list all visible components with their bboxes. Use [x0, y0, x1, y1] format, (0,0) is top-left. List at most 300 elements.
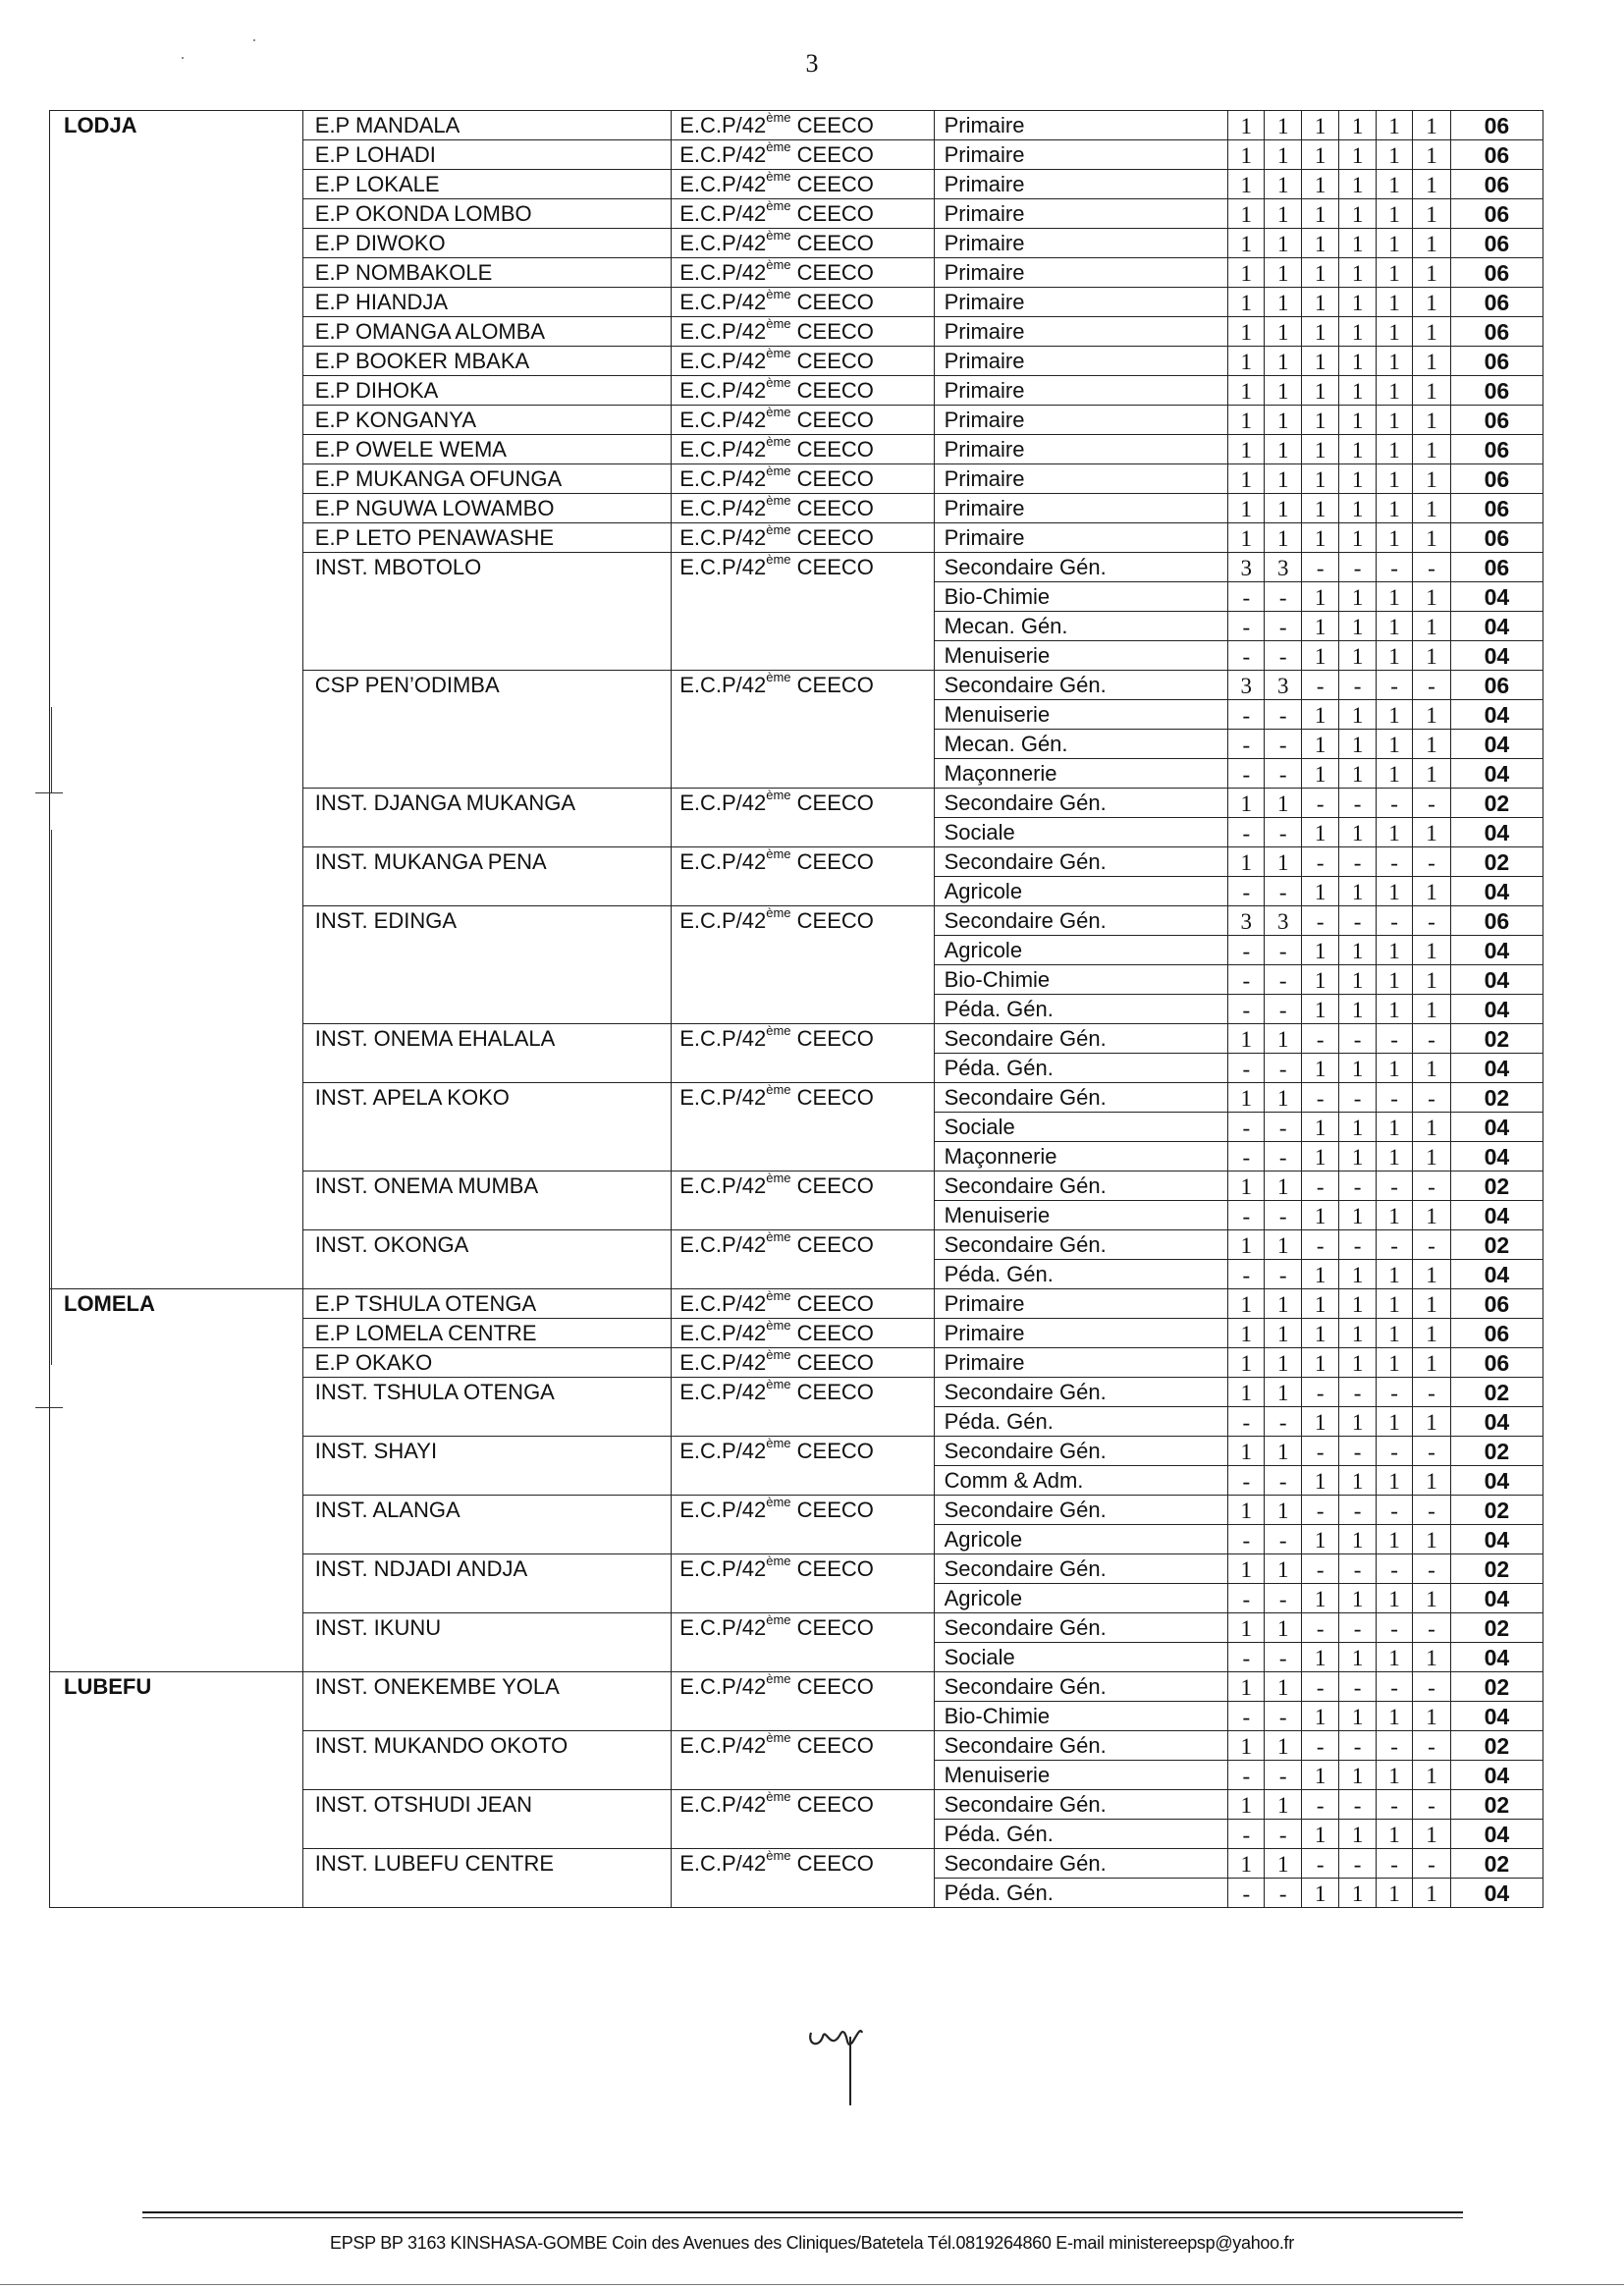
- option-name: Primaire: [934, 199, 1227, 229]
- class-count: 1: [1301, 818, 1339, 847]
- code-tail: CEECO: [790, 1085, 874, 1110]
- code-superscript: ème: [766, 1789, 791, 1804]
- table-row: [50, 317, 1543, 347]
- row-total: 02: [1450, 1024, 1543, 1054]
- territory-cell: [50, 847, 303, 877]
- table-row: [50, 140, 1543, 170]
- row-total: 02: [1450, 1613, 1543, 1643]
- class-count: 1: [1413, 1054, 1451, 1083]
- class-count: -: [1413, 1672, 1451, 1702]
- class-count: 3: [1228, 671, 1265, 700]
- territory-cell: [50, 229, 303, 258]
- row-total: 06: [1450, 464, 1543, 494]
- class-count: 1: [1376, 1113, 1412, 1142]
- class-count: -: [1376, 1672, 1412, 1702]
- option-name: Secondaire Gén.: [934, 1849, 1227, 1879]
- class-count: 1: [1265, 258, 1301, 288]
- school-code: [672, 1731, 934, 1761]
- margin-line: [51, 707, 52, 793]
- school-code: [672, 111, 934, 140]
- code-tail: CEECO: [790, 1350, 874, 1375]
- territory-cell: [50, 877, 303, 906]
- class-count: 1: [1339, 818, 1376, 847]
- school-code: [672, 1289, 934, 1319]
- class-count: 1: [1339, 936, 1376, 965]
- school-name: INST. EDINGA: [302, 906, 671, 936]
- margin-tick: [35, 792, 63, 793]
- code-base: E.C.P/42: [679, 466, 767, 491]
- option-name: Secondaire Gén.: [934, 1672, 1227, 1702]
- territory-cell: [50, 1849, 303, 1879]
- code-cell: [672, 1142, 934, 1172]
- class-count: -: [1301, 1790, 1339, 1820]
- class-count: -: [1413, 906, 1451, 936]
- class-count: -: [1228, 700, 1265, 730]
- class-count: 1: [1413, 1584, 1451, 1613]
- class-count: -: [1301, 906, 1339, 936]
- class-count: 1: [1413, 111, 1451, 140]
- option-name: Primaire: [934, 111, 1227, 140]
- class-count: 1: [1339, 700, 1376, 730]
- class-count: 1: [1413, 258, 1451, 288]
- code-superscript: ème: [766, 522, 791, 537]
- class-count: 1: [1265, 317, 1301, 347]
- territory-name: LOMELA: [50, 1289, 303, 1319]
- class-count: 1: [1413, 1289, 1451, 1319]
- class-count: 1: [1413, 936, 1451, 965]
- territory-cell: [50, 1613, 303, 1643]
- class-count: -: [1301, 1613, 1339, 1643]
- school-name: E.P LOHADI: [302, 140, 671, 170]
- class-count: -: [1339, 1378, 1376, 1407]
- option-name: Secondaire Gén.: [934, 906, 1227, 936]
- class-count: 1: [1339, 1113, 1376, 1142]
- class-count: -: [1228, 936, 1265, 965]
- school-name: INST. OTSHUDI JEAN: [302, 1790, 671, 1820]
- territory-cell: [50, 1525, 303, 1554]
- class-count: 1: [1376, 1702, 1412, 1731]
- school-name: E.P HIANDJA: [302, 288, 671, 317]
- row-total: 04: [1450, 1584, 1543, 1613]
- option-name: Secondaire Gén.: [934, 671, 1227, 700]
- class-count: -: [1228, 1054, 1265, 1083]
- row-total: 04: [1450, 818, 1543, 847]
- class-count: -: [1301, 1083, 1339, 1113]
- class-count: -: [1265, 877, 1301, 906]
- class-count: 1: [1265, 1230, 1301, 1260]
- territory-name: LODJA: [50, 111, 303, 140]
- territory-cell: [50, 1230, 303, 1260]
- school-cell: [302, 995, 671, 1024]
- school-code: [672, 1496, 934, 1525]
- row-total: 02: [1450, 847, 1543, 877]
- school-code: [672, 347, 934, 376]
- row-total: 04: [1450, 1643, 1543, 1672]
- code-tail: CEECO: [790, 142, 874, 167]
- class-count: 1: [1339, 317, 1376, 347]
- class-count: -: [1413, 847, 1451, 877]
- class-count: 1: [1339, 582, 1376, 612]
- class-count: 1: [1228, 1613, 1265, 1643]
- class-count: -: [1265, 582, 1301, 612]
- scan-speck: [182, 57, 184, 59]
- class-count: 1: [1376, 1643, 1412, 1672]
- class-count: 1: [1339, 1407, 1376, 1437]
- code-superscript: ème: [766, 1730, 791, 1745]
- class-count: -: [1228, 1643, 1265, 1672]
- class-count: -: [1376, 1849, 1412, 1879]
- class-count: 1: [1301, 965, 1339, 995]
- school-name: INST. MUKANDO OKOTO: [302, 1731, 671, 1761]
- class-count: -: [1301, 1378, 1339, 1407]
- row-total: 04: [1450, 700, 1543, 730]
- code-superscript: ème: [766, 1612, 791, 1627]
- row-total: 06: [1450, 523, 1543, 553]
- row-total: 06: [1450, 258, 1543, 288]
- school-code: [672, 789, 934, 818]
- class-count: -: [1228, 1584, 1265, 1613]
- school-code: [672, 1230, 934, 1260]
- class-count: 1: [1339, 1289, 1376, 1319]
- school-name: E.P DIHOKA: [302, 376, 671, 406]
- class-count: -: [1228, 1407, 1265, 1437]
- territory-cell: [50, 700, 303, 730]
- school-name: E.P BOOKER MBAKA: [302, 347, 671, 376]
- class-count: 1: [1228, 494, 1265, 523]
- class-count: -: [1376, 1790, 1412, 1820]
- option-name: Secondaire Gén.: [934, 1083, 1227, 1113]
- code-base: E.C.P/42: [679, 1321, 767, 1345]
- code-cell: [672, 1201, 934, 1230]
- class-count: 1: [1228, 1496, 1265, 1525]
- code-tail: CEECO: [790, 1733, 874, 1758]
- class-count: 1: [1413, 612, 1451, 641]
- code-base: E.C.P/42: [679, 673, 767, 697]
- class-count: 1: [1265, 1790, 1301, 1820]
- class-count: -: [1339, 1554, 1376, 1584]
- class-count: 1: [1265, 1083, 1301, 1113]
- class-count: -: [1413, 1731, 1451, 1761]
- table-row: [50, 258, 1543, 288]
- territory-cell: [50, 641, 303, 671]
- footer-address: EPSP BP 3163 KINSHASA-GOMBE Coin des Avenues des Cliniques/Batetela Tél.0819264860 E-mail ministereepsp@yahoo.fr: [330, 2233, 1294, 2253]
- school-code: [672, 258, 934, 288]
- school-code: [672, 847, 934, 877]
- class-count: -: [1228, 582, 1265, 612]
- school-cell: [302, 582, 671, 612]
- row-total: 02: [1450, 1731, 1543, 1761]
- table-row: [50, 641, 1543, 671]
- option-name: Primaire: [934, 258, 1227, 288]
- code-base: E.C.P/42: [679, 260, 767, 285]
- row-total: 02: [1450, 1172, 1543, 1201]
- territory-cell: [50, 906, 303, 936]
- row-total: 06: [1450, 229, 1543, 258]
- code-tail: CEECO: [790, 1380, 874, 1404]
- school-code: [672, 1849, 934, 1879]
- school-cell: [302, 1643, 671, 1672]
- option-name: Bio-Chimie: [934, 1702, 1227, 1731]
- class-count: -: [1301, 1849, 1339, 1879]
- class-count: -: [1265, 936, 1301, 965]
- option-name: Primaire: [934, 1289, 1227, 1319]
- table-row: [50, 435, 1543, 464]
- code-superscript: ème: [766, 1377, 791, 1391]
- territory-cell: [50, 1378, 303, 1407]
- territory-cell: [50, 789, 303, 818]
- option-name: Secondaire Gén.: [934, 1613, 1227, 1643]
- class-count: -: [1265, 1879, 1301, 1908]
- school-code: [672, 494, 934, 523]
- code-cell: [672, 1113, 934, 1142]
- school-cell: [302, 1260, 671, 1289]
- class-count: 1: [1265, 140, 1301, 170]
- code-superscript: ème: [766, 1436, 791, 1450]
- class-count: 1: [1265, 1554, 1301, 1584]
- school-name: E.P OWELE WEMA: [302, 435, 671, 464]
- row-total: 04: [1450, 1407, 1543, 1437]
- class-count: 1: [1376, 965, 1412, 995]
- option-name: Primaire: [934, 347, 1227, 376]
- class-count: 1: [1265, 523, 1301, 553]
- code-tail: CEECO: [790, 525, 874, 550]
- code-tail: CEECO: [790, 260, 874, 285]
- class-count: -: [1265, 1142, 1301, 1172]
- class-count: -: [1339, 1083, 1376, 1113]
- row-total: 02: [1450, 1083, 1543, 1113]
- class-count: 1: [1413, 730, 1451, 759]
- class-count: 1: [1301, 494, 1339, 523]
- code-tail: CEECO: [790, 1173, 874, 1198]
- option-name: Maçonnerie: [934, 1142, 1227, 1172]
- table-row: [50, 494, 1543, 523]
- class-count: 1: [1265, 111, 1301, 140]
- class-count: 1: [1339, 1820, 1376, 1849]
- class-count: -: [1413, 1554, 1451, 1584]
- class-count: 1: [1301, 1142, 1339, 1172]
- class-count: 1: [1376, 1466, 1412, 1496]
- code-cell: [672, 1702, 934, 1731]
- class-count: -: [1301, 1731, 1339, 1761]
- table-row: [50, 1820, 1543, 1849]
- school-code: [672, 1024, 934, 1054]
- code-superscript: ème: [766, 1288, 791, 1303]
- class-count: 1: [1265, 347, 1301, 376]
- class-count: -: [1376, 1496, 1412, 1525]
- code-superscript: ème: [766, 346, 791, 360]
- class-count: -: [1265, 1761, 1301, 1790]
- option-name: Péda. Gén.: [934, 1879, 1227, 1908]
- table-row: [50, 1584, 1543, 1613]
- table-row: [50, 1879, 1543, 1908]
- code-base: E.C.P/42: [679, 1350, 767, 1375]
- class-count: 1: [1228, 1790, 1265, 1820]
- table-row: [50, 1849, 1543, 1879]
- class-count: 1: [1376, 1201, 1412, 1230]
- table-row: [50, 111, 1543, 140]
- code-base: E.C.P/42: [679, 525, 767, 550]
- code-base: E.C.P/42: [679, 1556, 767, 1581]
- class-count: -: [1339, 1731, 1376, 1761]
- code-base: E.C.P/42: [679, 1173, 767, 1198]
- class-count: 1: [1339, 464, 1376, 494]
- code-base: E.C.P/42: [679, 1851, 767, 1876]
- class-count: 1: [1413, 1820, 1451, 1849]
- class-count: 1: [1228, 1172, 1265, 1201]
- class-count: -: [1265, 1525, 1301, 1554]
- code-superscript: ème: [766, 375, 791, 390]
- class-count: 1: [1376, 877, 1412, 906]
- class-count: 1: [1301, 229, 1339, 258]
- row-total: 06: [1450, 553, 1543, 582]
- table-row: [50, 965, 1543, 995]
- table-row: [50, 1378, 1543, 1407]
- territory-cell: [50, 435, 303, 464]
- code-superscript: ème: [766, 552, 791, 567]
- row-total: 06: [1450, 406, 1543, 435]
- table-row: [50, 1702, 1543, 1731]
- code-base: E.C.P/42: [679, 231, 767, 255]
- class-count: 1: [1376, 1348, 1412, 1378]
- class-count: 1: [1228, 1348, 1265, 1378]
- school-name: E.P LOKALE: [302, 170, 671, 199]
- option-name: Péda. Gén.: [934, 1260, 1227, 1289]
- code-tail: CEECO: [790, 1232, 874, 1257]
- option-name: Sociale: [934, 1113, 1227, 1142]
- option-name: Secondaire Gén.: [934, 1790, 1227, 1820]
- code-superscript: ème: [766, 1082, 791, 1097]
- class-count: 1: [1413, 229, 1451, 258]
- code-cell: [672, 1584, 934, 1613]
- table-row: [50, 1672, 1543, 1702]
- class-count: -: [1301, 1024, 1339, 1054]
- school-name: INST. LUBEFU CENTRE: [302, 1849, 671, 1879]
- row-total: 04: [1450, 1466, 1543, 1496]
- class-count: -: [1339, 789, 1376, 818]
- school-code: [672, 1319, 934, 1348]
- class-count: 1: [1265, 1437, 1301, 1466]
- code-tail: CEECO: [790, 290, 874, 314]
- territory-cell: [50, 406, 303, 435]
- class-count: -: [1265, 730, 1301, 759]
- class-count: 1: [1413, 641, 1451, 671]
- class-count: 1: [1413, 464, 1451, 494]
- class-count: 1: [1265, 229, 1301, 258]
- row-total: 04: [1450, 1525, 1543, 1554]
- option-name: Primaire: [934, 317, 1227, 347]
- territory-cell: [50, 376, 303, 406]
- class-count: 1: [1301, 1054, 1339, 1083]
- table-row: [50, 1407, 1543, 1437]
- code-superscript: ème: [766, 1347, 791, 1362]
- school-cell: [302, 1466, 671, 1496]
- option-name: Secondaire Gén.: [934, 1230, 1227, 1260]
- table-row: [50, 730, 1543, 759]
- class-count: 1: [1339, 1260, 1376, 1289]
- class-count: 1: [1228, 523, 1265, 553]
- class-count: 1: [1228, 1849, 1265, 1879]
- class-count: -: [1265, 1260, 1301, 1289]
- option-name: Primaire: [934, 406, 1227, 435]
- class-count: 1: [1265, 464, 1301, 494]
- territory-cell: [50, 347, 303, 376]
- class-count: 1: [1376, 199, 1412, 229]
- territory-cell: [50, 1142, 303, 1172]
- table-row: [50, 906, 1543, 936]
- code-cell: [672, 965, 934, 995]
- class-count: 1: [1413, 1761, 1451, 1790]
- class-count: 1: [1339, 1643, 1376, 1672]
- class-count: 1: [1339, 347, 1376, 376]
- school-cell: [302, 877, 671, 906]
- class-count: -: [1376, 789, 1412, 818]
- row-total: 06: [1450, 317, 1543, 347]
- option-name: Sociale: [934, 1643, 1227, 1672]
- class-count: -: [1228, 877, 1265, 906]
- class-count: 1: [1339, 1348, 1376, 1378]
- class-count: 1: [1301, 759, 1339, 789]
- school-code: [672, 464, 934, 494]
- class-count: -: [1413, 1230, 1451, 1260]
- option-name: Agricole: [934, 1584, 1227, 1613]
- row-total: 06: [1450, 347, 1543, 376]
- option-name: Primaire: [934, 376, 1227, 406]
- territory-cell: [50, 671, 303, 700]
- class-count: -: [1301, 553, 1339, 582]
- code-base: E.C.P/42: [679, 1085, 767, 1110]
- option-name: Secondaire Gén.: [934, 1024, 1227, 1054]
- row-total: 04: [1450, 759, 1543, 789]
- class-count: 1: [1376, 288, 1412, 317]
- territory-cell: [50, 553, 303, 582]
- class-count: -: [1339, 1672, 1376, 1702]
- class-count: -: [1339, 1172, 1376, 1201]
- scan-speck: [253, 39, 255, 41]
- table-row: [50, 995, 1543, 1024]
- class-count: -: [1339, 847, 1376, 877]
- class-count: 1: [1376, 170, 1412, 199]
- code-tail: CEECO: [790, 496, 874, 520]
- row-total: 02: [1450, 1378, 1543, 1407]
- territory-cell: [50, 965, 303, 995]
- class-count: 1: [1413, 995, 1451, 1024]
- school-cell: [302, 1879, 671, 1908]
- class-count: 1: [1265, 494, 1301, 523]
- school-name: E.P DIWOKO: [302, 229, 671, 258]
- school-name: E.P OMANGA ALOMBA: [302, 317, 671, 347]
- class-count: 1: [1301, 199, 1339, 229]
- school-cell: [302, 700, 671, 730]
- class-count: 1: [1413, 759, 1451, 789]
- class-count: 1: [1228, 1437, 1265, 1466]
- class-count: 1: [1265, 1289, 1301, 1319]
- class-count: 1: [1265, 847, 1301, 877]
- class-count: -: [1301, 1672, 1339, 1702]
- class-count: 1: [1413, 877, 1451, 906]
- school-code: [672, 170, 934, 199]
- class-count: 1: [1301, 936, 1339, 965]
- class-count: -: [1265, 1584, 1301, 1613]
- code-cell: [672, 1643, 934, 1672]
- table-row: [50, 818, 1543, 847]
- territory-cell: [50, 523, 303, 553]
- class-count: -: [1301, 1230, 1339, 1260]
- class-count: 1: [1301, 258, 1339, 288]
- school-name: INST. ONEKEMBE YOLA: [302, 1672, 671, 1702]
- option-name: Primaire: [934, 523, 1227, 553]
- territory-cell: [50, 199, 303, 229]
- class-count: -: [1339, 1849, 1376, 1879]
